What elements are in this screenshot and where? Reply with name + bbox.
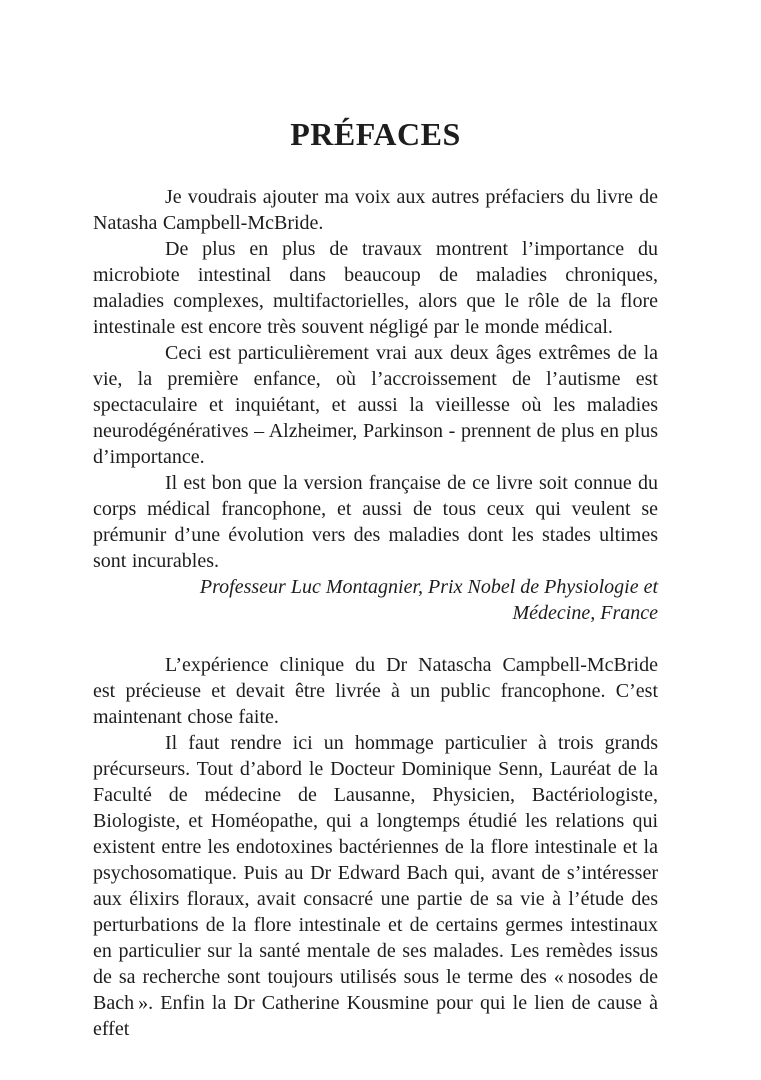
preface2-paragraph-2: Il faut rendre ici un hommage particulier à trois grands précurseurs. Tout d’abord le Docteur Dominique Senn, Lauréat de la Faculté de médecine de Lausanne, Physicien, Bactériologiste, Biologiste, et Homéopathe, qui a longtemps étudié les relations qui existent entre les endotoxines bactériennes de la flore intestinale et la psychosomatique. Puis au Dr Edward Bach qui, avant de s’intéresser aux élixirs floraux, avait consacré une partie de sa vie à l’étude des perturbations de la flore intestinale et de certains germes intestinaux en particulier sur la santé mentale de ses malades. Les remèdes issus de sa recherche sont toujours utilisés sous le terme des « nosodes de Bach ». Enfin la Dr Catherine Kousmine pour qui le lien de cause à effet bbox=[93, 732, 658, 1040]
preface2-paragraph-1: L’expérience clinique du Dr Natascha Campbell-McBride est précieuse et devait être livrée à un public francophone. C’est maintenant chose faite. bbox=[93, 654, 658, 728]
attribution-block bbox=[93, 574, 658, 626]
preface1-paragraph-3: Ceci est particulièrement vrai aux deux âges extrêmes de la vie, la première enfance, où l’accroissement de l’autisme est spectaculaire et inquiétant, et aussi la vieillesse où les maladies neurodégénératives – Alzheimer, Parkinson - prennent de plus en plus d’importance. bbox=[93, 342, 658, 468]
preface1-paragraph-4: Il est bon que la version française de ce livre soit connue du corps médical francophone, et aussi de tous ceux qui veulent se prémunir d’une évolution vers des maladies dont les stades ultimes sont incurables. bbox=[93, 472, 658, 572]
attribution-line-2: Médecine, France bbox=[512, 602, 658, 624]
attribution-line-1: Professeur Luc Montagnier, Prix Nobel de Physiologie et bbox=[199, 576, 658, 598]
preface1-paragraph-2: De plus en plus de travaux montrent l’importance du microbiote intestinal dans beaucoup de maladies chroniques, maladies complexes, multifactorielles, alors que le rôle de la flore intestinale est encore très souvent négligé par le monde médical. bbox=[93, 238, 658, 338]
page-title: PRÉFACES bbox=[290, 116, 461, 152]
preface1-paragraph-1: Je voudrais ajouter ma voix aux autres préfaciers du livre de Natasha Campbell-McBride. bbox=[93, 186, 658, 234]
